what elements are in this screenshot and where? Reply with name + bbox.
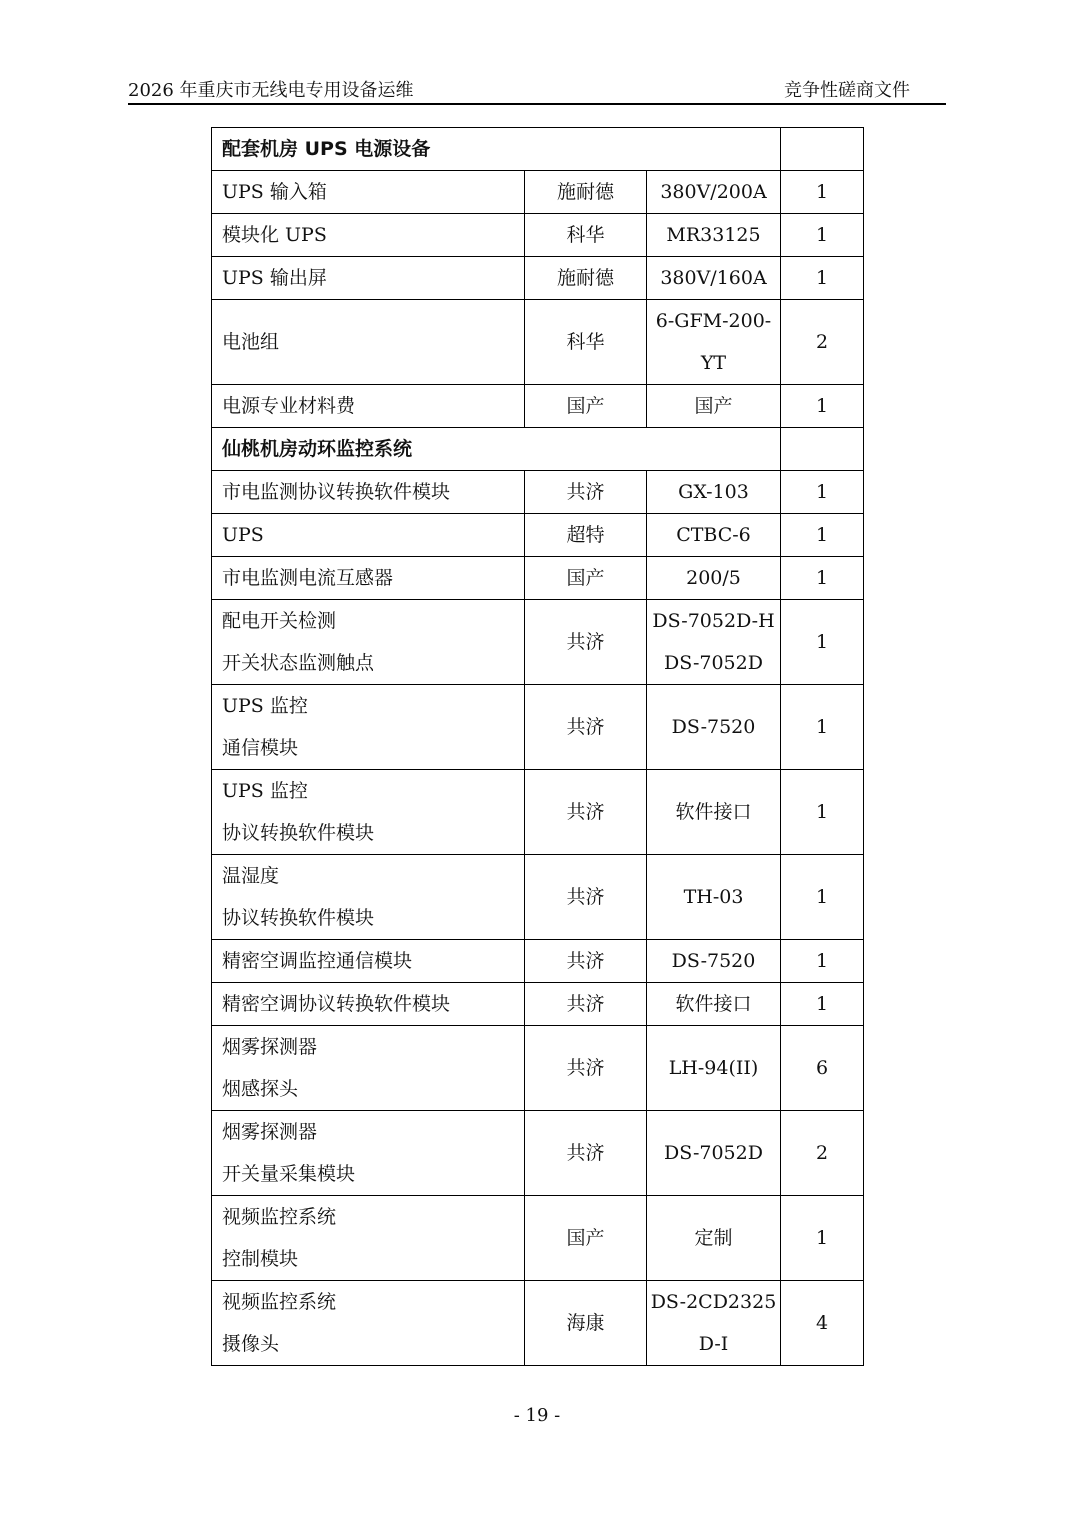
item-model: D-I	[698, 1333, 729, 1355]
table-row	[212, 600, 864, 685]
item-name-cell	[212, 557, 525, 600]
item-model-cell	[647, 514, 781, 557]
section-header-row	[212, 128, 864, 171]
item-model: DS-7052D	[664, 1142, 763, 1164]
item-name-cell	[212, 471, 525, 514]
item-quantity: 1	[781, 514, 864, 557]
table-row	[212, 770, 864, 855]
table-row	[212, 1111, 864, 1196]
item-name: 电池组	[222, 331, 280, 353]
item-brand: 国产	[525, 1196, 647, 1281]
item-brand: 施耐德	[525, 257, 647, 300]
item-quantity: 1	[781, 557, 864, 600]
item-name: UPS 监控	[222, 780, 308, 802]
item-model-cell	[647, 855, 781, 940]
item-name: 烟雾探测器	[222, 1036, 318, 1058]
item-model: 国产	[694, 395, 733, 417]
table-row	[212, 214, 864, 257]
item-brand: 共济	[525, 685, 647, 770]
item-name-cell	[212, 1026, 525, 1111]
item-model-cell	[647, 385, 781, 428]
item-quantity: 1	[781, 770, 864, 855]
item-name: 电源专业材料费	[222, 395, 356, 417]
item-name: 模块化 UPS	[222, 224, 327, 246]
item-quantity: 1	[781, 385, 864, 428]
item-model: MR33125	[666, 224, 761, 246]
item-name: 精密空调监控通信模块	[222, 950, 413, 972]
item-model: DS-7052D-H	[652, 610, 775, 632]
item-name-cell	[212, 171, 525, 214]
table-row	[212, 1281, 864, 1366]
item-model: 380V/160A	[660, 267, 767, 289]
item-name: UPS 输入箱	[222, 181, 327, 203]
table-row	[212, 940, 864, 983]
item-name-cell	[212, 300, 525, 385]
item-name-cell	[212, 214, 525, 257]
item-name-cell	[212, 983, 525, 1026]
item-model-cell	[647, 214, 781, 257]
item-model-cell	[647, 1026, 781, 1111]
item-name: 摄像头	[222, 1333, 280, 1355]
item-model-cell	[647, 300, 781, 385]
header-document-type: 竞争性磋商文件	[784, 80, 910, 101]
item-model: 380V/200A	[660, 181, 767, 203]
item-name: UPS 输出屏	[222, 267, 327, 289]
item-name-cell	[212, 1281, 525, 1366]
item-quantity: 1	[781, 1196, 864, 1281]
item-brand: 共济	[525, 1111, 647, 1196]
item-model: DS-7520	[671, 716, 756, 738]
item-model: 软件接口	[675, 993, 752, 1015]
item-name-cell	[212, 685, 525, 770]
page-header	[128, 76, 946, 105]
table-row	[212, 685, 864, 770]
item-quantity: 1	[781, 983, 864, 1026]
section-qty-cell	[781, 128, 864, 171]
page-number: - 19 -	[513, 1405, 561, 1426]
item-brand: 共济	[525, 1026, 647, 1111]
table-row	[212, 171, 864, 214]
table-row	[212, 1026, 864, 1111]
item-name: 协议转换软件模块	[222, 822, 375, 844]
item-model: DS-2CD2325	[650, 1291, 777, 1313]
item-name-cell	[212, 600, 525, 685]
item-model: TH-03	[683, 886, 744, 908]
item-name: UPS 监控	[222, 695, 308, 717]
item-name: UPS	[222, 524, 264, 546]
section-header-row	[212, 428, 864, 471]
header-document-title: 2026 年重庆市无线电专用设备运维	[128, 80, 414, 101]
item-name-cell	[212, 385, 525, 428]
table-row	[212, 385, 864, 428]
equipment-table-body	[212, 128, 864, 1366]
item-quantity: 1	[781, 257, 864, 300]
item-model: 200/5	[686, 567, 741, 589]
section-qty-cell	[781, 428, 864, 471]
item-model-cell	[647, 1196, 781, 1281]
item-name: 控制模块	[222, 1248, 299, 1270]
item-model-cell	[647, 1281, 781, 1366]
item-quantity: 1	[781, 471, 864, 514]
item-name: 开关量采集模块	[222, 1163, 356, 1185]
item-brand: 共济	[525, 770, 647, 855]
table-row	[212, 471, 864, 514]
table-row	[212, 257, 864, 300]
item-name: 配电开关检测	[222, 610, 337, 632]
item-model: 6-GFM-200-	[655, 310, 772, 332]
item-name-cell	[212, 1196, 525, 1281]
item-brand: 科华	[525, 214, 647, 257]
item-model-cell	[647, 257, 781, 300]
item-model: GX-103	[678, 481, 749, 503]
item-model: DS-7520	[671, 950, 756, 972]
item-name: 烟感探头	[222, 1078, 299, 1100]
item-name: 协议转换软件模块	[222, 907, 375, 929]
item-model-cell	[647, 685, 781, 770]
item-quantity: 1	[781, 171, 864, 214]
item-brand: 国产	[525, 385, 647, 428]
item-quantity: 4	[781, 1281, 864, 1366]
item-name-cell	[212, 1111, 525, 1196]
item-brand: 海康	[525, 1281, 647, 1366]
table-row	[212, 1196, 864, 1281]
item-name: 视频监控系统	[222, 1291, 337, 1313]
equipment-table	[211, 127, 864, 1366]
item-name: 视频监控系统	[222, 1206, 337, 1228]
item-model-cell	[647, 557, 781, 600]
item-model: CTBC-6	[676, 524, 751, 546]
table-row	[212, 514, 864, 557]
item-name: 市电监测电流互感器	[222, 567, 394, 589]
item-name: 通信模块	[222, 737, 299, 759]
item-name: 开关状态监测触点	[222, 652, 375, 674]
item-model-cell	[647, 770, 781, 855]
item-quantity: 2	[781, 1111, 864, 1196]
item-model: YT	[700, 352, 727, 374]
item-name-cell	[212, 770, 525, 855]
table-row	[212, 855, 864, 940]
item-model: LH-94(II)	[668, 1057, 759, 1079]
item-model-cell	[647, 171, 781, 214]
item-quantity: 1	[781, 685, 864, 770]
item-brand: 国产	[525, 557, 647, 600]
item-brand: 共济	[525, 471, 647, 514]
item-model: 定制	[694, 1227, 733, 1249]
section-title: 配套机房 UPS 电源设备	[212, 128, 781, 171]
item-model-cell	[647, 1111, 781, 1196]
item-name: 精密空调协议转换软件模块	[222, 993, 451, 1015]
item-model-cell	[647, 471, 781, 514]
item-name-cell	[212, 257, 525, 300]
item-brand: 共济	[525, 983, 647, 1026]
item-model-cell	[647, 940, 781, 983]
item-brand: 施耐德	[525, 171, 647, 214]
table-row	[212, 557, 864, 600]
item-brand: 共济	[525, 855, 647, 940]
item-quantity: 6	[781, 1026, 864, 1111]
item-name: 市电监测协议转换软件模块	[222, 481, 451, 503]
item-quantity: 1	[781, 214, 864, 257]
item-brand: 超特	[525, 514, 647, 557]
item-model-cell	[647, 600, 781, 685]
item-model: DS-7052D	[664, 652, 763, 674]
table-row	[212, 983, 864, 1026]
item-name-cell	[212, 940, 525, 983]
item-name: 温湿度	[222, 865, 280, 887]
item-brand: 共济	[525, 940, 647, 983]
item-quantity: 2	[781, 300, 864, 385]
table-row	[212, 300, 864, 385]
item-name-cell	[212, 514, 525, 557]
item-model-cell	[647, 983, 781, 1026]
item-name-cell	[212, 855, 525, 940]
item-model: 软件接口	[675, 801, 752, 823]
item-brand: 共济	[525, 600, 647, 685]
item-brand: 科华	[525, 300, 647, 385]
item-quantity: 1	[781, 600, 864, 685]
item-quantity: 1	[781, 940, 864, 983]
item-name: 烟雾探测器	[222, 1121, 318, 1143]
item-quantity: 1	[781, 855, 864, 940]
section-title: 仙桃机房动环监控系统	[212, 428, 781, 471]
